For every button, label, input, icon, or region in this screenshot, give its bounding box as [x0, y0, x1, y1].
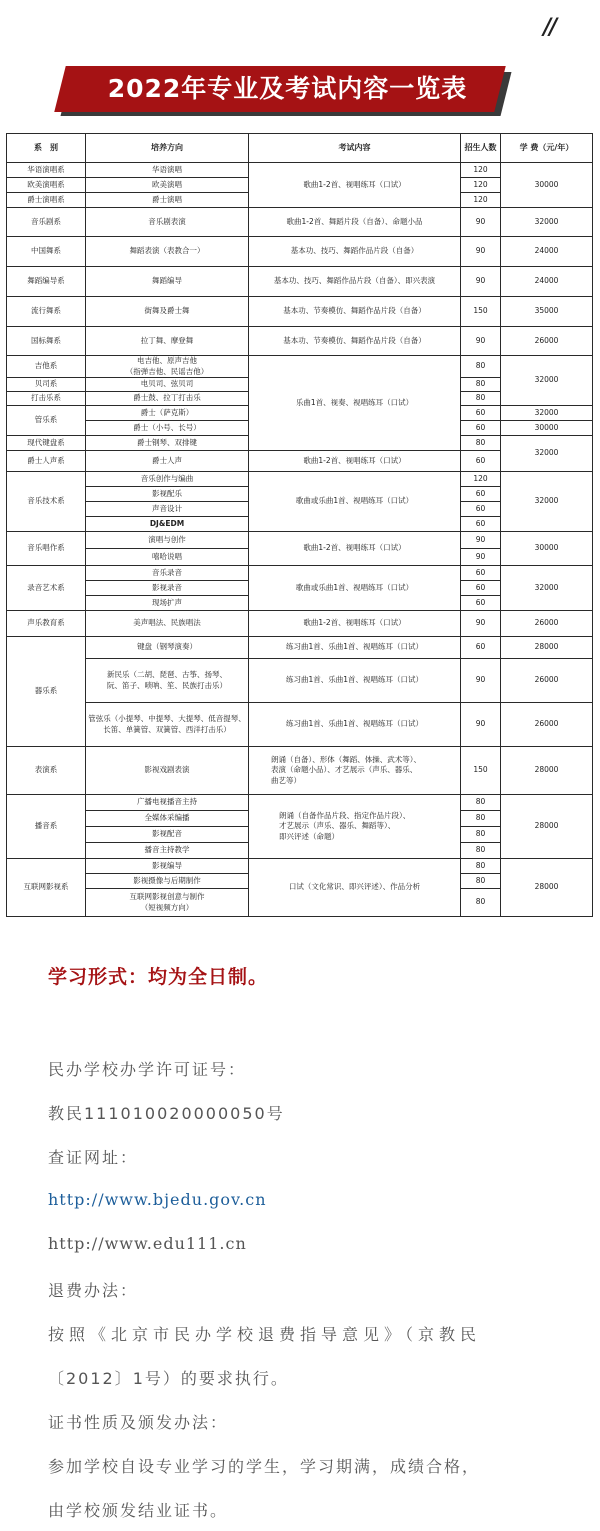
- fee-cell: 32000: [501, 472, 593, 532]
- fee-cell: 30000: [501, 163, 593, 208]
- dept-cell: 爵士演唱系: [7, 193, 86, 208]
- fee-cell: 26000: [501, 611, 593, 637]
- quota-cell: 90: [461, 659, 501, 703]
- direction-cell: 拉丁舞、摩登舞: [86, 327, 249, 356]
- fee-cell: 32000: [501, 436, 593, 472]
- direction-line: 互联网影视创意与制作: [129, 892, 205, 902]
- direction-cell: 爵士人声: [86, 451, 249, 472]
- quota-cell: 90: [461, 237, 501, 267]
- direction-cell: 影视录音: [86, 581, 249, 596]
- direction-cell: [86, 517, 249, 532]
- major-table: [6, 133, 593, 917]
- quota-cell: 60: [461, 502, 501, 517]
- fee-cell: 28000: [501, 747, 593, 795]
- exam-cell: [249, 795, 461, 859]
- table-row: [7, 659, 593, 703]
- quota-cell: 60: [461, 406, 501, 421]
- quota-cell: 90: [461, 611, 501, 637]
- direction-cell: 欧美演唱: [86, 178, 249, 193]
- direction-cell: 音乐录音: [86, 566, 249, 581]
- quota-cell: 60: [461, 517, 501, 532]
- table-row: [7, 356, 593, 378]
- quota-cell: 80: [461, 889, 501, 917]
- study-form-note: 学习形式：均为全日制。: [48, 966, 269, 988]
- direction-cell: 爵士（萨克斯）: [86, 406, 249, 421]
- quota-cell: 60: [461, 451, 501, 472]
- direction-cell: 影视戏剧表演: [86, 747, 249, 795]
- table-row: [7, 532, 593, 549]
- quota-cell: 60: [461, 637, 501, 659]
- table-row: [7, 163, 593, 178]
- direction-cell: 爵士钢琴、双排键: [86, 436, 249, 451]
- direction-cell: 爵士鼓、拉丁打击乐: [86, 392, 249, 406]
- fee-cell: 32000: [501, 208, 593, 237]
- direction-cell: 影视摄像与后期制作: [86, 874, 249, 889]
- dept-cell: 流行舞系: [7, 297, 86, 327]
- fee-cell: 32000: [501, 406, 593, 421]
- license-label: 民办学校办学许可证号：: [48, 1060, 247, 1079]
- certificate-text-line2: 由学校颁发结业证书。: [48, 1501, 229, 1520]
- exam-cell: 歌曲1-2首、舞蹈片段（自备）、命题小品: [249, 208, 461, 237]
- quota-cell: 60: [461, 566, 501, 581]
- direction-cell: [86, 889, 249, 917]
- table-row: [7, 795, 593, 811]
- dept-cell: 欧美演唱系: [7, 178, 86, 193]
- direction-cell: 现场扩声: [86, 596, 249, 611]
- quota-cell: 150: [461, 747, 501, 795]
- quota-cell: 80: [461, 356, 501, 378]
- table-row: [7, 859, 593, 874]
- table-row: [7, 637, 593, 659]
- dept-cell: 声乐教育系: [7, 611, 86, 637]
- fee-cell: 32000: [501, 356, 593, 406]
- refund-text-line2: 〔2012〕1号）的要求执行。: [48, 1369, 289, 1388]
- dept-cell: 管乐系: [7, 406, 86, 436]
- table-row: [7, 267, 593, 297]
- quota-cell: 90: [461, 327, 501, 356]
- title-banner: [60, 66, 515, 120]
- quota-cell: 90: [461, 549, 501, 566]
- quota-cell: 60: [461, 581, 501, 596]
- direction-cell: 影视编导: [86, 859, 249, 874]
- direction-cell: 街舞及爵士舞: [86, 297, 249, 327]
- page-title: 2022年专业及考试内容一览表: [107, 74, 468, 103]
- quota-cell: 80: [461, 843, 501, 859]
- direction-cell: 音乐创作与编曲: [86, 472, 249, 487]
- header-exam: 考试内容: [249, 134, 461, 163]
- dept-cell: 中国舞系: [7, 237, 86, 267]
- exam-line: 朗诵（自备）、形体（舞蹈、体操、武术等）、: [271, 755, 421, 765]
- direction-line: 管弦乐（小提琴、中提琴、大提琴、低音提琴、: [88, 714, 246, 724]
- dept-cell: 互联网影视系: [7, 859, 86, 917]
- dept-cell: 华语演唱系: [7, 163, 86, 178]
- fee-cell: 35000: [501, 297, 593, 327]
- fee-cell: 30000: [501, 421, 593, 436]
- quota-cell: 80: [461, 827, 501, 843]
- direction-line: （指弹吉他、民谣吉他）: [125, 366, 209, 376]
- dept-cell: 舞蹈编导系: [7, 267, 86, 297]
- table-row: [7, 472, 593, 487]
- fee-cell: 26000: [501, 703, 593, 747]
- dept-cell: 器乐系: [7, 637, 86, 747]
- direction-cell: [86, 703, 249, 747]
- dept-cell: 录音艺术系: [7, 566, 86, 611]
- exam-cell: 歌曲或乐曲1首、视唱练耳（口试）: [249, 472, 461, 532]
- direction-line: 电吉他、原声吉他: [137, 356, 197, 366]
- refund-label: 退费办法：: [48, 1281, 139, 1300]
- table-row: [7, 297, 593, 327]
- quota-cell: 80: [461, 859, 501, 874]
- fee-cell: 28000: [501, 859, 593, 917]
- fee-cell: 28000: [501, 795, 593, 859]
- dept-cell: 爵士人声系: [7, 451, 86, 472]
- exam-cell: 歌曲1-2首、视唱练耳（口试）: [249, 611, 461, 637]
- header-direction: 培养方向: [86, 134, 249, 163]
- dept-cell: 现代键盘系: [7, 436, 86, 451]
- quota-cell: 120: [461, 163, 501, 178]
- direction-cell: 舞蹈编导: [86, 267, 249, 297]
- direction-cell: 爵士演唱: [86, 193, 249, 208]
- quota-cell: 80: [461, 392, 501, 406]
- direction-line: 长笛、单簧管、双簧管、西洋打击乐）: [103, 724, 231, 734]
- certificate-text-line1: 参加学校自设专业学习的学生，学习期满，成绩合格，: [48, 1457, 481, 1476]
- exam-cell: 口试（文化常识、即兴评述）、作品分析: [249, 859, 461, 917]
- exam-cell: 基本功、节奏模仿、舞蹈作品片段（自备）: [249, 297, 461, 327]
- quota-cell: 90: [461, 267, 501, 297]
- quota-cell: 150: [461, 297, 501, 327]
- exam-cell: 乐曲1首、视奏、视唱练耳（口试）: [249, 356, 461, 451]
- direction-cell: 键盘（钢琴演奏）: [86, 637, 249, 659]
- direction-cell: 美声唱法、民族唱法: [86, 611, 249, 637]
- exam-line: 表演（命题小品）、才艺展示（声乐、器乐、: [271, 765, 418, 775]
- dept-cell: 贝司系: [7, 378, 86, 392]
- quota-cell: 80: [461, 874, 501, 889]
- exam-line: 才艺展示（声乐、器乐、舞蹈等）、: [279, 821, 396, 831]
- dept-cell: 吉他系: [7, 356, 86, 378]
- refund-text-line1: 按照《北京市民办学校退费指导意见》（京教民: [48, 1325, 482, 1344]
- direction-cell: 爵士（小号、长号）: [86, 421, 249, 436]
- fee-cell: 24000: [501, 237, 593, 267]
- direction-cell: 声音设计: [86, 502, 249, 517]
- header-quota: 招生人数: [461, 134, 501, 163]
- dept-cell: 表演系: [7, 747, 86, 795]
- quota-cell: 80: [461, 378, 501, 392]
- quota-cell: 120: [461, 193, 501, 208]
- table-row: [7, 327, 593, 356]
- direction-cell: 舞蹈表演（表教合一）: [86, 237, 249, 267]
- direction-cell: 播音主持教学: [86, 843, 249, 859]
- exam-cell: 歌曲1-2首、视唱练耳（口试）: [249, 451, 461, 472]
- direction-cell: 演唱与创作: [86, 532, 249, 549]
- direction-line: 阮、笛子、唢呐、笙、民族打击乐）: [107, 680, 227, 690]
- quota-cell: 120: [461, 472, 501, 487]
- direction-cell: 广播电视播音主持: [86, 795, 249, 811]
- fee-cell: 28000: [501, 637, 593, 659]
- exam-line: 即兴评述（命题）: [279, 831, 339, 841]
- table-row: [7, 611, 593, 637]
- table-row: [7, 237, 593, 267]
- direction-cell: 华语演唱: [86, 163, 249, 178]
- corner-mark: //: [543, 14, 556, 40]
- dept-cell: 国标舞系: [7, 327, 86, 356]
- exam-cell: [249, 747, 461, 795]
- table-row: [7, 566, 593, 581]
- direction-cell: 音乐剧表演: [86, 208, 249, 237]
- header-dept: 系 别: [7, 134, 86, 163]
- verify-label: 查证网址：: [48, 1148, 139, 1167]
- table-row: [7, 703, 593, 747]
- certificate-label: 证书性质及颁发办法：: [48, 1413, 229, 1432]
- direction-cell: 电贝司、弦贝司: [86, 378, 249, 392]
- quota-cell: 60: [461, 421, 501, 436]
- table-header-row: [7, 134, 593, 163]
- quota-cell: 80: [461, 795, 501, 811]
- exam-cell: 歌曲或乐曲1首、视唱练耳（口试）: [249, 566, 461, 611]
- verify-link-edu111[interactable]: http://www.edu111.cn: [48, 1234, 247, 1253]
- exam-cell: 练习曲1首、乐曲1首、视唱练耳（口试）: [249, 703, 461, 747]
- exam-cell: 练习曲1首、乐曲1首、视唱练耳（口试）: [249, 637, 461, 659]
- table-row: [7, 208, 593, 237]
- quota-cell: 60: [461, 487, 501, 502]
- direction-line: 新民乐（二胡、琵琶、古筝、扬琴、: [107, 670, 227, 680]
- direction-cell: 嘻哈说唱: [86, 549, 249, 566]
- direction-label: DJ&EDM: [149, 518, 185, 528]
- exam-line: 曲艺等）: [271, 775, 301, 785]
- fee-cell: 26000: [501, 327, 593, 356]
- quota-cell: 90: [461, 532, 501, 549]
- table-row: [7, 747, 593, 795]
- quota-cell: 90: [461, 208, 501, 237]
- direction-cell: [86, 356, 249, 378]
- exam-cell: 歌曲1-2首、视唱练耳（口试）: [249, 163, 461, 208]
- verify-link-bjedu[interactable]: http://www.bjedu.gov.cn: [48, 1190, 267, 1209]
- direction-cell: 影视配乐: [86, 487, 249, 502]
- exam-cell: 练习曲1首、乐曲1首、视唱练耳（口试）: [249, 659, 461, 703]
- dept-cell: 打击乐系: [7, 392, 86, 406]
- quota-cell: 90: [461, 703, 501, 747]
- dept-cell: 音乐技术系: [7, 472, 86, 532]
- fee-cell: 26000: [501, 659, 593, 703]
- dept-cell: 音乐唱作系: [7, 532, 86, 566]
- direction-cell: 全媒体采编播: [86, 811, 249, 827]
- header-fee: 学 费（元/年）: [501, 134, 593, 163]
- license-number: 教民111010020000050号: [48, 1104, 285, 1123]
- exam-cell: 基本功、节奏模仿、舞蹈作品片段（自备）: [249, 327, 461, 356]
- fee-cell: 24000: [501, 267, 593, 297]
- exam-cell: 基本功、技巧、舞蹈作品片段（自备）: [249, 237, 461, 267]
- exam-line: 朗诵（自备作品片段、指定作品片段）、: [279, 811, 411, 821]
- exam-cell: 歌曲1-2首、视唱练耳（口试）: [249, 532, 461, 566]
- quota-cell: 80: [461, 436, 501, 451]
- quota-cell: 60: [461, 596, 501, 611]
- exam-cell: 基本功、技巧、舞蹈作品片段（自备）、即兴表演: [249, 267, 461, 297]
- fee-cell: 32000: [501, 566, 593, 611]
- direction-cell: 影视配音: [86, 827, 249, 843]
- quota-cell: 120: [461, 178, 501, 193]
- direction-cell: [86, 659, 249, 703]
- fee-cell: 30000: [501, 532, 593, 566]
- quota-cell: 80: [461, 811, 501, 827]
- dept-cell: 音乐剧系: [7, 208, 86, 237]
- direction-line: （短视频方向）: [140, 902, 194, 912]
- dept-cell: 播音系: [7, 795, 86, 859]
